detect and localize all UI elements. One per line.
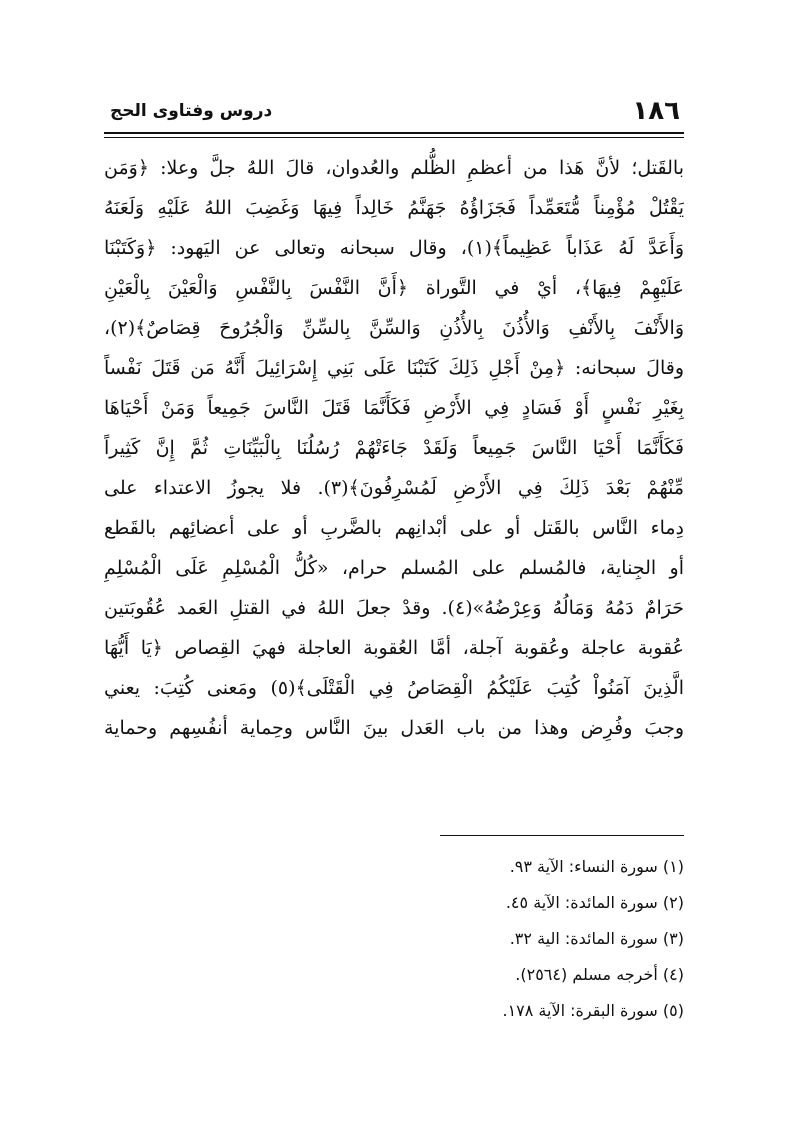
main-text: [104, 148, 684, 748]
text-line: أو الجِناية، فالمُسلم على المُسلم حرام، «كُلُّ الْمُسْلِمِ عَلَى الْمُسْلِمِ: [104, 557, 684, 579]
footnotes: [104, 849, 684, 1029]
text-line: عَلَيْهِمْ فِيهَا﴾، أيْ في التَّوراة ﴿أَنَّ النَّفْسَ بِالنَّفْسِ وَالْعَيْنَ بِالْعَيْنِ: [104, 277, 684, 299]
footnote-divider: [440, 835, 684, 836]
page-header: [104, 92, 684, 134]
footnote-item: (١) سورة النساء: الآية ٩٣.: [509, 857, 684, 876]
footnote-item: (٥) سورة البقرة: الآية ١٧٨.: [502, 1001, 684, 1020]
text-line: وجبَ وفُرِض وهذا من باب العَدل بينَ النَّاس وحِماية أنفُسِهم وحماية: [104, 717, 684, 739]
page-number: ١٨٦: [632, 96, 680, 126]
text-line: يَقْتُلْ مُؤْمِناً مُّتَعَمِّداً فَجَزَاؤُهُ جَهَنَّمُ خَالِداً فِيهَا وَغَضِبَ اللهُ عَلَيْهِ وَلَعَنَهُ: [104, 197, 684, 219]
header-divider: [104, 137, 684, 138]
text-line: دِماء النَّاس بالقَتل أو على أبْدانِهم بالضَّربِ أو على أعضائِهم بالقَطع: [104, 517, 684, 539]
footnote-item: (٤) أخرجه مسلم (٢٥٦٤).: [515, 965, 684, 984]
text-line: بالقَتل؛ لأنَّ هَذا من أعظمِ الظُّلم والعُدوان، قالَ اللهُ جلَّ وعلا: ﴿وَمَن: [104, 157, 684, 179]
footnote-item: (٢) سورة المائدة: الآية ٤٥.: [505, 893, 684, 912]
text-line: وَالأَنْفَ بِالأَنْفِ وَالأُذُنَ بِالأُذُنِ وَالسِّنَّ بِالسِّنِّ وَالْجُرُوحَ قِصَاصٌ﴾(٢)،: [104, 317, 684, 339]
text-line: وَأَعَدَّ لَهُ عَذَاباً عَظِيماً﴾(١)، وقال سبحانه وتعالى عن اليَهود: ﴿وَكَتَبْنَا: [104, 237, 684, 259]
text-line: بِغَيْرِ نَفْسٍ أَوْ فَسَادٍ فِي الأَرْضِ فَكَأَنَّمَا قَتَلَ النَّاسَ جَمِيعاً وَمَنْ أَحْيَاهَا: [104, 397, 684, 419]
text-line: فَكَأَنَّمَا أَحْيَا النَّاسَ جَمِيعاً وَلَقَدْ جَاءَتْهُمْ رُسُلُنَا بِالْبَيِّنَاتِ ثُمَّ إِنَّ كَثِيراً: [104, 437, 684, 459]
text-line: الَّذِينَ آمَنُواْ كُتِبَ عَلَيْكُمُ الْقِصَاصُ فِي الْقَتْلَى﴾(٥) ومَعنى كُتِبَ: يعني: [104, 677, 684, 699]
text-line: عُقوبة عاجلة وعُقوبة آجلة، أمَّا العُقوبة العاجلة فهيَ القِصاص ﴿يَا أَيُّهَا: [104, 637, 684, 659]
running-title: دروس وفتاوى الحج: [110, 101, 273, 121]
text-line: مِّنْهُمْ بَعْدَ ذَلِكَ فِي الأَرْضِ لَمُسْرِفُونَ﴾(٣). فلا يجوزُ الاعتداء على: [104, 477, 684, 499]
footnote-item: (٣) سورة المائدة: الية ٣٢.: [509, 929, 684, 948]
text-line: وقالَ سبحانه: ﴿مِنْ أَجْلِ ذَلِكَ كَتَبْنَا عَلَى بَنِي إِسْرَائِيلَ أَنَّهُ مَن قَتَلَ نَفْساً: [104, 357, 684, 379]
text-line: حَرَامٌ دَمُهُ وَمَالُهُ وَعِرْضُهُ»(٤). وقدْ جعلَ اللهُ في القتلِ العَمد عُقُوبَتين: [104, 597, 684, 619]
